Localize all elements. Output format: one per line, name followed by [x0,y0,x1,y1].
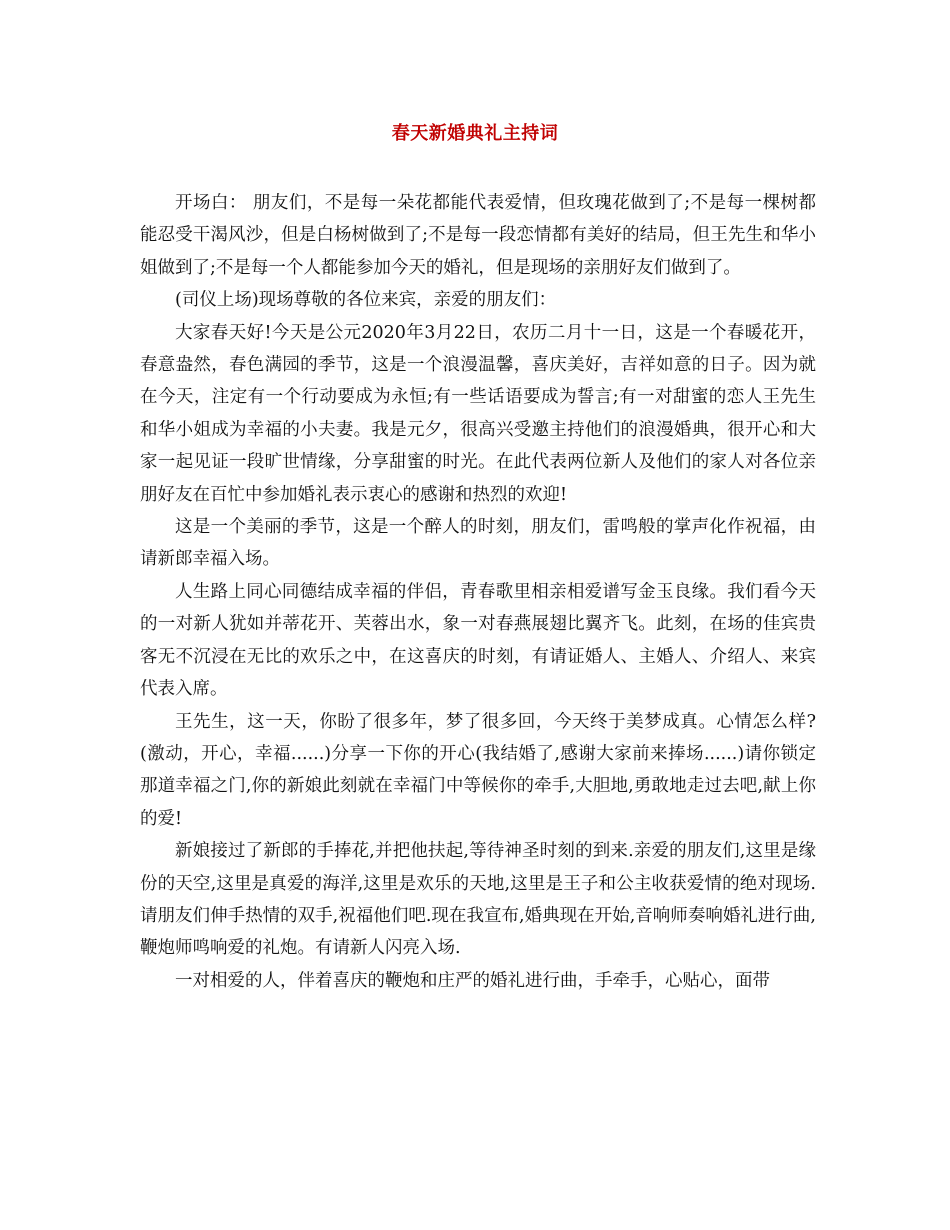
document-body [140,187,816,997]
paragraph-couple-entrance: 一对相爱的人，伴着喜庆的鞭炮和庄严的婚礼进行曲，手牵手，心贴心，面带 [175,970,770,991]
paragraph-groom-address: 王先生，这一天，你盼了很多年，梦了很多回，今天终于美梦成真。心情怎么样?(激动，开心，幸福......)分享一下你的开心(我结婚了,感谢大家前来捧场......)请你锁定那道幸福之门,你的新娘此刻就在幸福门中等候你的牵手,大胆地,勇敢地走过去吧,献上你的爱! [140,711,816,829]
document-title: 春天新婚典礼主持词 [391,123,559,144]
paragraph-greeting: (司仪上场)现场尊敬的各位来宾，亲爱的朋友们： [175,290,557,311]
paragraph-welcome: 大家春天好!今天是公元2020年3月22日，农历二月十一日，这是一个春暖花开，春意盎然，春色满园的季节，这是一个浪漫温馨，喜庆美好，吉祥如意的日子。因为就在今天，注定有一个行动要成为永恒;有一些话语要成为誓言;有一对甜蜜的恋人王先生和华小姐成为幸福的小夫妻。我是元夕，很高兴受邀主持他们的浪漫婚典，很开心和大家一起见证一段旷世情缘，分享甜蜜的时光。在此代表两位新人及他们的家人对各位亲朋好友在百忙中参加婚礼表示衷心的感谢和热烈的欢迎! [140,322,816,505]
paragraph-guests-seated: 人生路上同心同德结成幸福的伴侣，青春歌里相亲相爱谱写金玉良缘。我们看今天的一对新人犹如并蒂花开、芙蓉出水，象一对春燕展翅比翼齐飞。此刻，在场的佳宾贵客无不沉浸在无比的欢乐之中，在这喜庆的时刻，有请证婚人、主婚人、介绍人、来宾代表入席。 [140,581,816,700]
paragraph-opening: 开场白： 朋友们，不是每一朵花都能代表爱情，但玫瑰花做到了;不是每一棵树都能忍受干渴风沙，但是白杨树做到了;不是每一段恋情都有美好的结局，但王先生和华小姐做到了;不是每一个人都能参加今天的婚礼，但是现场的亲朋好友们做到了。 [140,193,816,278]
paragraph-ceremony-start: 新娘接过了新郎的手捧花,并把他扶起,等待神圣时刻的到来.亲爱的朋友们,这里是缘份的天空,这里是真爱的海洋,这里是欢乐的天地,这里是王子和公主收获爱情的绝对现场.请朋友们伸手热情的双手,祝福他们吧.现在我宣布,婚典现在开始,音响师奏响婚礼进行曲,鞭炮师鸣响爱的礼炮。有请新人闪亮入场. [140,841,816,959]
paragraph-groom-entrance: 这是一个美丽的季节，这是一个醉人的时刻，朋友们，雷鸣般的掌声化作祝福，由请新郎幸福入场。 [140,517,816,570]
